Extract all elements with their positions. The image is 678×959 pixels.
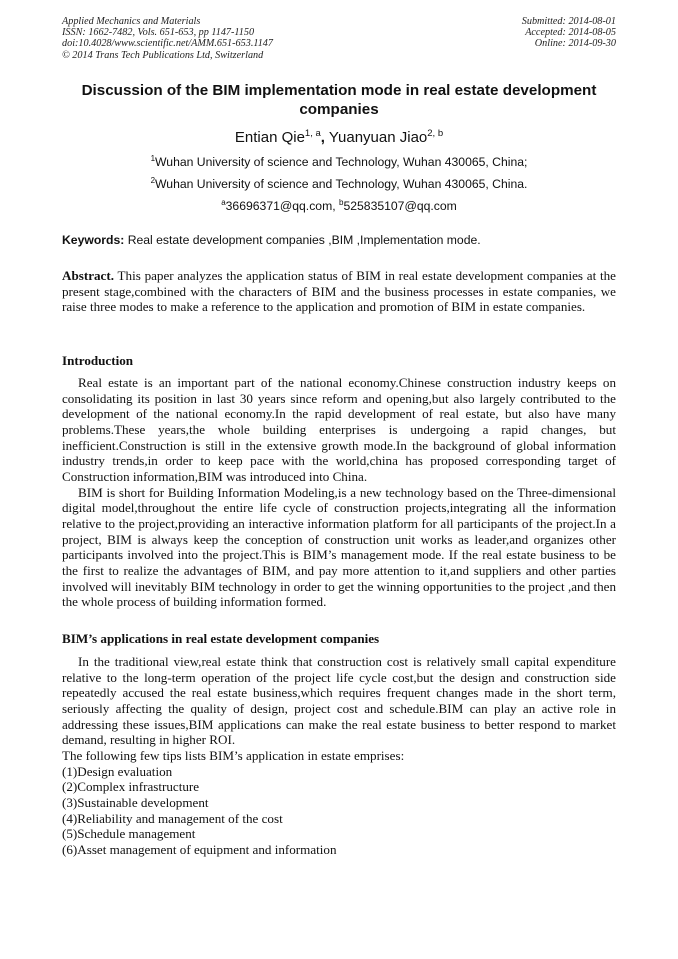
journal-issn: ISSN: 1662-7482, Vols. 651-653, pp 1147-1150	[62, 27, 255, 39]
keywords-text: Real estate development companies ,BIM ,Implementation mode.	[124, 233, 481, 247]
author-emails	[62, 199, 616, 214]
list-item: (3)Sustainable development	[62, 794, 209, 810]
list-item: (1)Design evaluation	[62, 763, 173, 779]
affiliation-1-text: Wuhan University of science and Technology, Wuhan 430065, China;	[155, 155, 528, 169]
online-date: Online: 2014-09-30	[534, 38, 616, 50]
bim-applications-body	[62, 654, 616, 858]
author-1-name: Entian Qie	[234, 129, 305, 146]
list-item: (6)Asset management of equipment and information	[62, 841, 337, 857]
abstract-text: This paper analyzes the application status of BIM in real estate development companies at the present stage,combined with the characters of BIM and the business processes in estate companies, we raise three modes to make a reference to the application and promotion of BIM in estate companies.	[62, 268, 616, 315]
introduction-paragraph-1: Real estate is an important part of the national economy.Chinese construction industry keeps on consolidating its position in last 30 years since reform and opening,but also largely contributed to the development of the national economy.In the rapid development of real estate, but also have many problems.These years,the whole building enterprises is undergoing a rapid changes, but inefficient.Construction is still in the extensive growth mode.In the background of global information industry trends,in order to keep pace with the world,china has proposed corresponding target of Construction information,BIM was introduced into China.	[62, 375, 616, 484]
email-b-link[interactable]: 525835107@qq.com	[343, 199, 457, 213]
introduction-heading: Introduction	[62, 353, 134, 368]
affiliation-2-sup: 2	[150, 176, 156, 185]
list-item: (4)Reliability and management of the cost	[62, 810, 283, 826]
list-item: (2)Complex infrastructure	[62, 779, 200, 795]
keywords-label: Keywords:	[62, 233, 125, 247]
journal-name: Applied Mechanics and Materials	[62, 16, 201, 27]
submission-dates	[522, 16, 616, 50]
journal-info	[62, 16, 273, 61]
paper-title: Discussion of the BIM implementation mode in real estate development companies	[81, 82, 597, 118]
tips-intro: The following few tips lists BIM’s application in estate emprises:	[62, 747, 405, 763]
introduction-paragraph-2: BIM is short for Building Information Modeling,is a new technology based on the Three-dimensional digital model,throughout the entire life cycle of construction projects,integrating all the information relative to the project,providing an interactive information platform for all participants of the project.In a project, BIM is always keep the conception of construction unit works as leader,and organizes other participants involved into the project.This is BIM’s management mode. If the real estate business to be the first to realize the advantages of BIM, and pay more attention to it,and suppliers and other parties involved will inevitably BIM technology in order to get the winning opportunities to the project ,and then the whole process of building information formed.	[62, 484, 616, 610]
affiliation-2-text: Wuhan University of science and Technology, Wuhan 430065, China.	[155, 177, 528, 191]
journal-doi: doi:10.4028/www.scientific.net/AMM.651-653.1147	[62, 38, 273, 50]
email-a-link[interactable]: 36696371@qq.com,	[225, 199, 339, 213]
submitted-date: Submitted: 2014-08-01	[521, 16, 616, 27]
email-b-sup: b	[339, 198, 344, 207]
affiliation-1	[62, 155, 616, 170]
author-separator: ,	[320, 129, 325, 146]
keywords	[62, 233, 616, 248]
affiliation-2	[62, 177, 616, 192]
list-item: (5)Schedule management	[62, 826, 196, 842]
author-2-name: Yuanyuan Jiao	[324, 129, 428, 146]
author-2-sup: 2, b	[427, 128, 444, 139]
affiliation-1-sup: 1	[150, 154, 156, 163]
author-list	[62, 129, 616, 147]
bim-applications-paragraph: In the traditional view,real estate think that construction cost is relatively small capital expenditure relative to the long-term operation of the project life cycle cost,but the design and construction side repeatedly accused the real estate business,which requires frequent changes made in the short term, seriously affecting the quality of design, project cost and schedule.BIM can play an active role in addressing these issues,BIM applications can make the real estate business to better respond to market demand, resulting in higher ROI.	[62, 654, 616, 748]
author-1-sup: 1, a	[304, 128, 321, 139]
journal-copyright: © 2014 Trans Tech Publications Ltd, Switzerland	[62, 49, 264, 61]
tips-list	[62, 764, 616, 858]
abstract-label: Abstract.	[62, 268, 114, 283]
accepted-date: Accepted: 2014-08-05	[525, 27, 616, 39]
abstract	[62, 268, 616, 315]
bim-applications-heading: BIM’s applications in real estate development companies	[62, 631, 380, 646]
email-a-sup: a	[221, 198, 226, 207]
introduction-body	[62, 375, 616, 610]
